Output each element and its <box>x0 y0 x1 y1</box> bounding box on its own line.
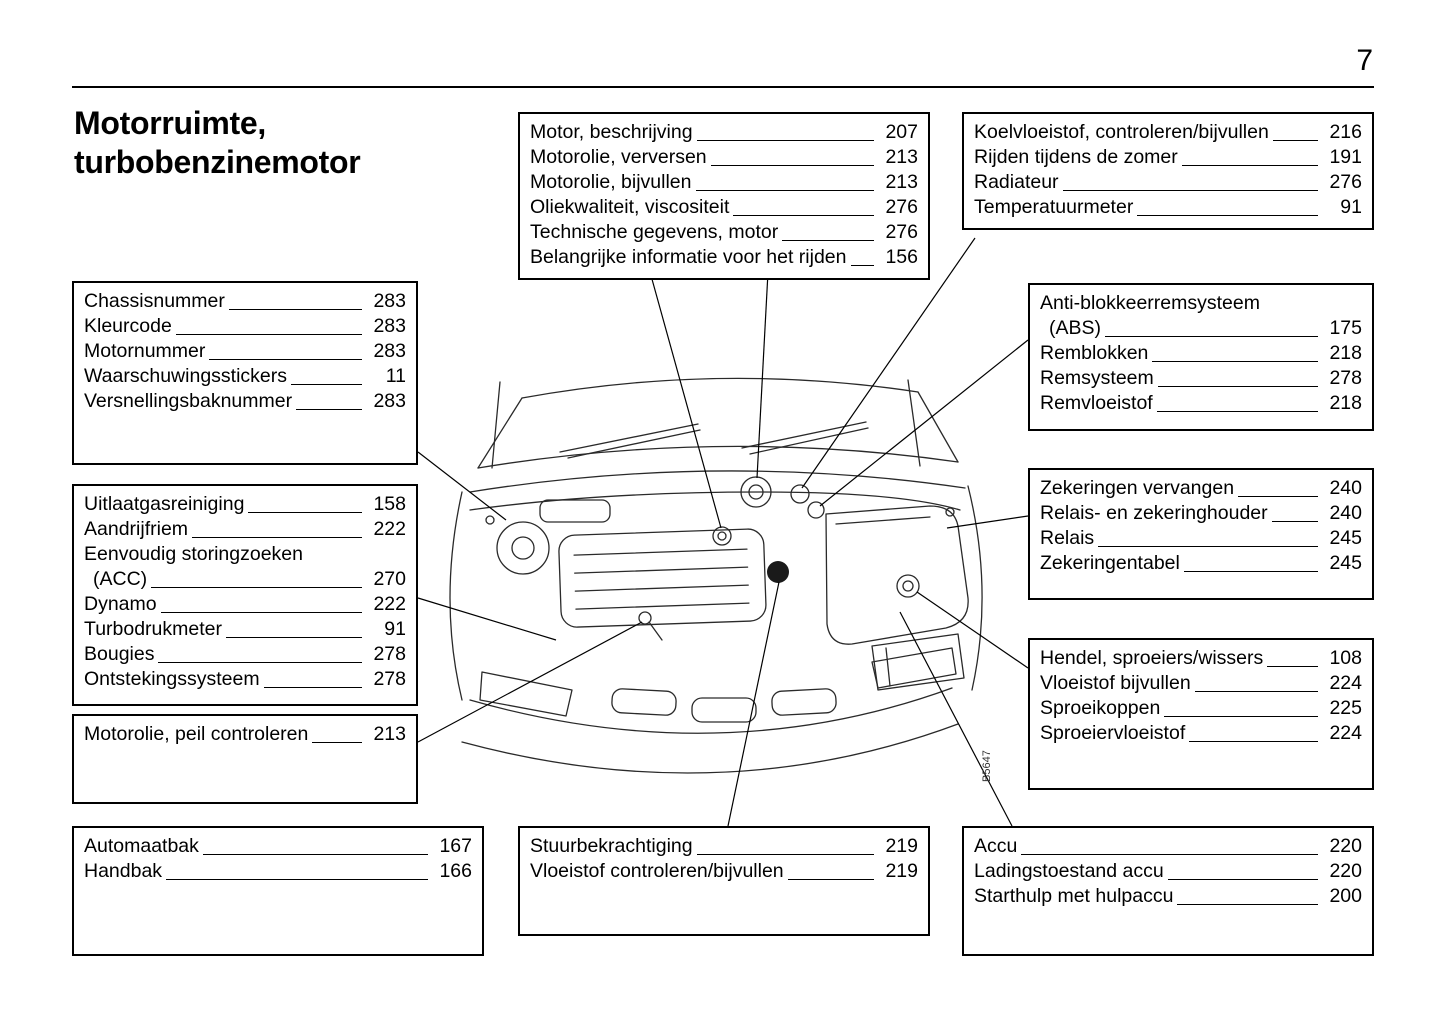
index-entry <box>84 567 406 592</box>
index-box-uitlaat <box>72 484 418 706</box>
leader-line <box>1182 165 1318 166</box>
index-entry <box>84 542 406 567</box>
entry-page: 219 <box>885 835 918 857</box>
index-entry <box>974 170 1362 195</box>
entry-label: Motorolie, peil controleren <box>84 723 309 745</box>
entry-label: Aandrijfriem <box>84 518 189 540</box>
leader-line <box>248 512 362 513</box>
leader-line <box>1098 546 1318 547</box>
entry-page: 191 <box>1329 146 1362 168</box>
index-entry <box>84 314 406 339</box>
entry-label: Bougies <box>84 643 155 665</box>
index-entry <box>1040 501 1362 526</box>
index-entry <box>84 722 406 747</box>
entry-page: 270 <box>373 568 406 590</box>
washer-filler <box>897 575 919 597</box>
strut-tower <box>497 522 549 574</box>
index-entry <box>1040 341 1362 366</box>
leader-line <box>1267 666 1318 667</box>
leader-line <box>264 687 362 688</box>
leader-line <box>1157 411 1318 412</box>
entry-label: Versnellingsbaknummer <box>84 390 293 412</box>
bolt <box>486 516 494 524</box>
index-box-motor <box>518 112 930 280</box>
wiper-left-icon <box>560 424 700 458</box>
leader-line <box>291 384 362 385</box>
index-box-zekeringen <box>1028 468 1374 600</box>
leader-line <box>226 637 362 638</box>
leader-line <box>1158 386 1318 387</box>
grille-slat <box>611 688 676 715</box>
a-pillar-right <box>918 392 958 462</box>
page-title-line2: turbobenzinemotor <box>74 144 361 180</box>
header-rule <box>72 86 1374 88</box>
index-entry <box>530 120 918 145</box>
entry-label: Motorolie, verversen <box>530 146 707 168</box>
leader-line <box>1195 691 1318 692</box>
fuse-box-seam <box>836 517 930 524</box>
washer-filler-center <box>903 581 913 591</box>
index-entry <box>1040 366 1362 391</box>
entry-page: 207 <box>885 121 918 143</box>
leader-line <box>696 190 875 191</box>
figure-code: B5647 <box>981 750 993 782</box>
entry-page: 283 <box>373 340 406 362</box>
entry-page: 276 <box>885 221 918 243</box>
entry-label: Relais <box>1040 527 1095 549</box>
index-entry <box>1040 646 1362 671</box>
entry-label: Eenvoudig storingzoeken <box>84 543 303 565</box>
entry-label: Sproeiervloeistof <box>1040 722 1186 744</box>
entry-label: Temperatuurmeter <box>974 196 1134 218</box>
leader-line <box>1273 140 1318 141</box>
entry-page: 283 <box>373 390 406 412</box>
entry-label: Remblokken <box>1040 342 1149 364</box>
entry-page: 283 <box>373 290 406 312</box>
entry-label: Oliekwaliteit, viscositeit <box>530 196 730 218</box>
index-entry <box>530 195 918 220</box>
strut-tower-center <box>512 537 534 559</box>
entry-page: 216 <box>1329 121 1362 143</box>
air-box <box>540 500 610 522</box>
leader-line <box>1168 879 1318 880</box>
index-entry <box>84 517 406 542</box>
entry-page: 220 <box>1329 835 1362 857</box>
entry-label: Accu <box>974 835 1018 857</box>
entry-page: 167 <box>439 835 472 857</box>
entry-page: 91 <box>1340 196 1362 218</box>
entry-page: 224 <box>1329 722 1362 744</box>
entry-page: 218 <box>1329 392 1362 414</box>
leader-line <box>697 854 874 855</box>
entry-page: 240 <box>1329 502 1362 524</box>
oil-filler-cap-center <box>718 532 726 540</box>
leader-line <box>1177 904 1318 905</box>
engine-cover <box>558 529 766 628</box>
headlamp-right <box>872 648 956 688</box>
index-entry <box>84 364 406 389</box>
bumper-top <box>470 688 952 733</box>
index-entry <box>530 834 918 859</box>
entry-label: (ABS) <box>1049 317 1102 339</box>
entry-label: Belangrijke informatie voor het rijden <box>530 246 847 268</box>
cowl-line <box>470 471 965 492</box>
entry-label: Zekeringentabel <box>1040 552 1180 574</box>
index-entry <box>84 642 406 667</box>
leader-line <box>161 612 362 613</box>
leader-line <box>203 854 428 855</box>
index-box-abs <box>1028 283 1374 431</box>
entry-page: 156 <box>885 246 918 268</box>
entry-page: 175 <box>1329 317 1362 339</box>
entry-page: 218 <box>1329 342 1362 364</box>
index-entry <box>1040 696 1362 721</box>
leader-line <box>151 587 362 588</box>
leader-line <box>1063 190 1318 191</box>
index-entry <box>530 145 918 170</box>
index-entry <box>974 859 1362 884</box>
leader-line <box>209 359 362 360</box>
entry-label: Motor, beschrijving <box>530 121 693 143</box>
leader-line <box>1021 854 1318 855</box>
entry-page: 278 <box>373 668 406 690</box>
entry-label: Relais- en zekeringhouder <box>1040 502 1268 524</box>
entry-label: Kleurcode <box>84 315 172 337</box>
entry-page: 276 <box>885 196 918 218</box>
index-entry <box>974 884 1362 909</box>
grille-slat <box>692 698 756 722</box>
leader-line <box>1238 496 1318 497</box>
leader-line <box>1152 361 1318 362</box>
page-number: 7 <box>1356 44 1373 77</box>
expansion-cap <box>791 485 809 503</box>
index-box-motorolie-peil <box>72 714 418 804</box>
index-entry <box>1040 671 1362 696</box>
entry-label: Waarschuwingsstickers <box>84 365 287 387</box>
leader-line <box>312 742 362 743</box>
index-box-stuur <box>518 826 930 936</box>
index-entry <box>1040 526 1362 551</box>
entry-label: Hendel, sproeiers/wissers <box>1040 647 1264 669</box>
entry-label: Automaatbak <box>84 835 199 857</box>
entry-label: Motornummer <box>84 340 206 362</box>
leader-line <box>1137 215 1318 216</box>
index-entry <box>84 339 406 364</box>
entry-label: Anti-blokkeerremsysteem <box>1040 292 1260 314</box>
index-entry <box>84 289 406 314</box>
entry-page: 220 <box>1329 860 1362 882</box>
leader-line <box>1184 571 1318 572</box>
entry-label: Motorolie, bijvullen <box>530 171 692 193</box>
leader-line <box>1189 741 1318 742</box>
entry-page: 91 <box>384 618 406 640</box>
entry-page: 283 <box>373 315 406 337</box>
leader-line <box>1164 716 1318 717</box>
entry-page: 213 <box>373 723 406 745</box>
battery <box>872 634 964 690</box>
entry-label: Radiateur <box>974 171 1059 193</box>
page-title-line1: Motorruimte, <box>74 105 266 141</box>
entry-label: Koelvloeistof, controleren/bijvullen <box>974 121 1269 143</box>
leader-line <box>176 334 362 335</box>
entry-label: Uitlaatgasreiniging <box>84 493 245 515</box>
entry-label: Turbodrukmeter <box>84 618 222 640</box>
index-entry <box>1040 316 1362 341</box>
leader-line <box>697 140 874 141</box>
entry-page: 166 <box>439 860 472 882</box>
leader-line <box>296 409 362 410</box>
entry-page: 278 <box>373 643 406 665</box>
fuse-box-cover <box>826 506 968 644</box>
index-entry <box>1040 291 1362 316</box>
index-entry <box>84 617 406 642</box>
entry-page: 278 <box>1329 367 1362 389</box>
index-entry <box>530 170 918 195</box>
index-entry <box>530 859 918 884</box>
entry-page: 240 <box>1329 477 1362 499</box>
roof-line <box>522 378 918 398</box>
power-steering-cap <box>767 561 789 583</box>
entry-label: Zekeringen vervangen <box>1040 477 1235 499</box>
page-title <box>74 104 360 182</box>
entry-page: 213 <box>885 146 918 168</box>
entry-page: 222 <box>373 593 406 615</box>
index-entry <box>84 859 472 884</box>
entry-label: Remsysteem <box>1040 367 1154 389</box>
fender-left <box>450 492 462 700</box>
entry-page: 200 <box>1329 885 1362 907</box>
headlamp-left <box>480 672 572 716</box>
index-entry <box>974 145 1362 170</box>
fender-right <box>968 486 982 690</box>
entry-page: 224 <box>1329 672 1362 694</box>
bumper-bottom <box>462 724 958 773</box>
index-entry <box>974 834 1362 859</box>
leader-line <box>192 537 362 538</box>
entry-label: Rijden tijdens de zomer <box>974 146 1178 168</box>
leader-line <box>782 240 874 241</box>
entry-label: Chassisnummer <box>84 290 225 312</box>
index-entry <box>84 834 472 859</box>
index-entry <box>84 389 406 414</box>
entry-page: 245 <box>1329 527 1362 549</box>
index-entry <box>1040 551 1362 576</box>
entry-label: Vloeistof controleren/bijvullen <box>530 860 784 882</box>
windshield-base <box>478 446 958 468</box>
index-box-transmissie <box>72 826 484 956</box>
entry-label: Ladingstoestand accu <box>974 860 1164 882</box>
leader-line <box>788 879 874 880</box>
index-entry <box>530 245 918 270</box>
wiper-right-icon <box>742 422 868 454</box>
entry-page: 213 <box>885 171 918 193</box>
index-entry <box>974 120 1362 145</box>
index-entry <box>84 492 406 517</box>
entry-page: 219 <box>885 860 918 882</box>
entry-label: Remvloeistof <box>1040 392 1153 414</box>
leader-line <box>229 309 362 310</box>
entry-page: 108 <box>1329 647 1362 669</box>
index-box-chassis <box>72 281 418 465</box>
entry-page: 222 <box>373 518 406 540</box>
a-pillar-left <box>478 398 522 468</box>
grille-slat <box>771 688 836 715</box>
leader-line <box>711 165 874 166</box>
entry-page: 276 <box>1329 171 1362 193</box>
index-box-koelvloeistof <box>962 112 1374 230</box>
entry-label: (ACC) <box>93 568 148 590</box>
index-box-hendel <box>1028 638 1374 790</box>
entry-label: Dynamo <box>84 593 157 615</box>
entry-label: Vloeistof bijvullen <box>1040 672 1191 694</box>
entry-label: Handbak <box>84 860 163 882</box>
entry-page: 11 <box>385 365 406 387</box>
index-entry <box>84 667 406 692</box>
leader-line <box>1105 336 1318 337</box>
entry-label: Starthulp met hulpaccu <box>974 885 1174 907</box>
index-box-accu <box>962 826 1374 956</box>
leader-line <box>851 265 875 266</box>
index-entry <box>530 220 918 245</box>
entry-label: Technische gegevens, motor <box>530 221 779 243</box>
leader-line <box>158 662 362 663</box>
leader-line <box>733 215 874 216</box>
leader-line <box>1272 521 1318 522</box>
entry-page: 245 <box>1329 552 1362 574</box>
entry-label: Sproeikoppen <box>1040 697 1161 719</box>
entry-page: 158 <box>373 493 406 515</box>
entry-page: 225 <box>1329 697 1362 719</box>
index-entry <box>84 592 406 617</box>
index-entry <box>974 195 1362 220</box>
leader-line <box>166 879 428 880</box>
index-entry <box>1040 721 1362 746</box>
index-entry <box>1040 476 1362 501</box>
index-entry <box>1040 391 1362 416</box>
battery-edge <box>886 648 890 686</box>
entry-label: Ontstekingssysteem <box>84 668 260 690</box>
entry-label: Stuurbekrachtiging <box>530 835 693 857</box>
